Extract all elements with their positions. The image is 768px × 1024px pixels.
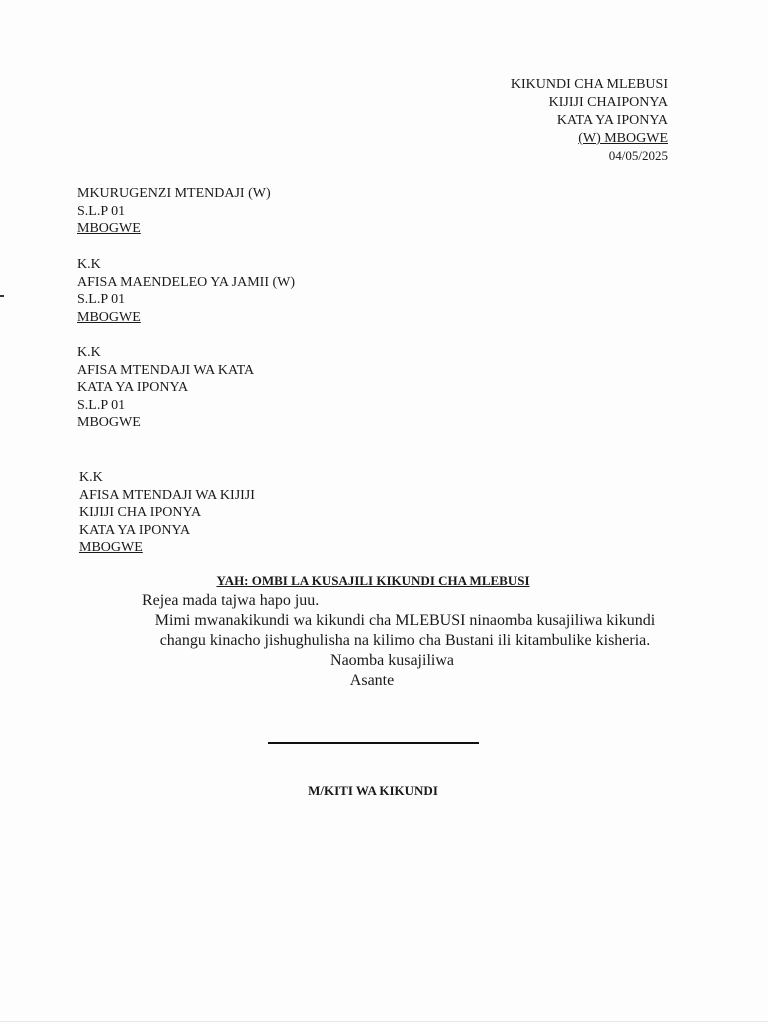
cc1-line-3: MBOGWE	[77, 309, 141, 325]
cc1-line-2: S.L.P 01	[77, 292, 126, 307]
letter-body	[60, 591, 750, 691]
body-line-2: Mimi mwanakikundi wa kikundi cha MLEBUSI ninaomba kusajiliwa kikundi	[154, 612, 656, 629]
recipient-line-1: MKURUGENZI MTENDAJI (W)	[77, 186, 271, 201]
cc1-kk: K.K	[77, 257, 101, 272]
sender-address	[511, 76, 668, 164]
scan-bottom-edge	[0, 1021, 768, 1022]
cc1-line-1: AFISA MAENDELEO YA JAMII (W)	[77, 274, 296, 290]
sender-line-3: KATA YA IPONYA	[556, 113, 668, 128]
body-line-5: Asante	[349, 672, 395, 689]
cc2-line-1: AFISA MTENDAJI WA KATA	[77, 362, 255, 378]
letter-subject: YAH: OMBI LA KUSAJILI KIKUNDI CHA MLEBUSI	[216, 573, 530, 588]
recipient-line-2: S.L.P 01	[77, 203, 126, 219]
cc-address-1	[77, 256, 295, 326]
cc3-kk: K.K	[79, 470, 103, 485]
body-line-1: Rejea mada tajwa hapo juu.	[142, 592, 320, 609]
sender-line-2: KIJIJI CHAIPONYA	[548, 95, 668, 110]
cc3-line-2: KIJIJI CHA IPONYA	[79, 505, 202, 520]
cc3-line-3: KATA YA IPONYA	[79, 522, 191, 538]
cc2-line-2: KATA YA IPONYA	[77, 380, 189, 395]
cc2-kk: K.K	[77, 345, 101, 360]
recipient-line-3: MBOGWE	[77, 221, 141, 236]
signature-line	[268, 742, 479, 744]
cc-address-2	[77, 344, 254, 432]
recipient-address	[77, 185, 271, 238]
body-line-4: Naomba kusajiliwa	[330, 652, 454, 669]
letter-date: 04/05/2025	[608, 148, 668, 163]
sender-line-1: KIKUNDI CHA MLEBUSI	[510, 77, 668, 92]
cc2-line-3: S.L.P 01	[77, 397, 126, 413]
signature-title: M/KITI WA KIKUNDI	[308, 783, 438, 798]
cc2-line-4: MBOGWE	[77, 415, 141, 430]
scan-mark	[0, 295, 4, 297]
cc-address-3	[79, 469, 255, 557]
cc3-line-4: MBOGWE	[79, 540, 143, 555]
sender-line-4: (W) MBOGWE	[578, 131, 668, 146]
body-line-3: changu kinacho jishughulisha na kilimo cha Bustani ili kitambulike kisheria.	[159, 632, 651, 649]
cc3-line-1: AFISA MTENDAJI WA KIJIJI	[79, 487, 255, 503]
